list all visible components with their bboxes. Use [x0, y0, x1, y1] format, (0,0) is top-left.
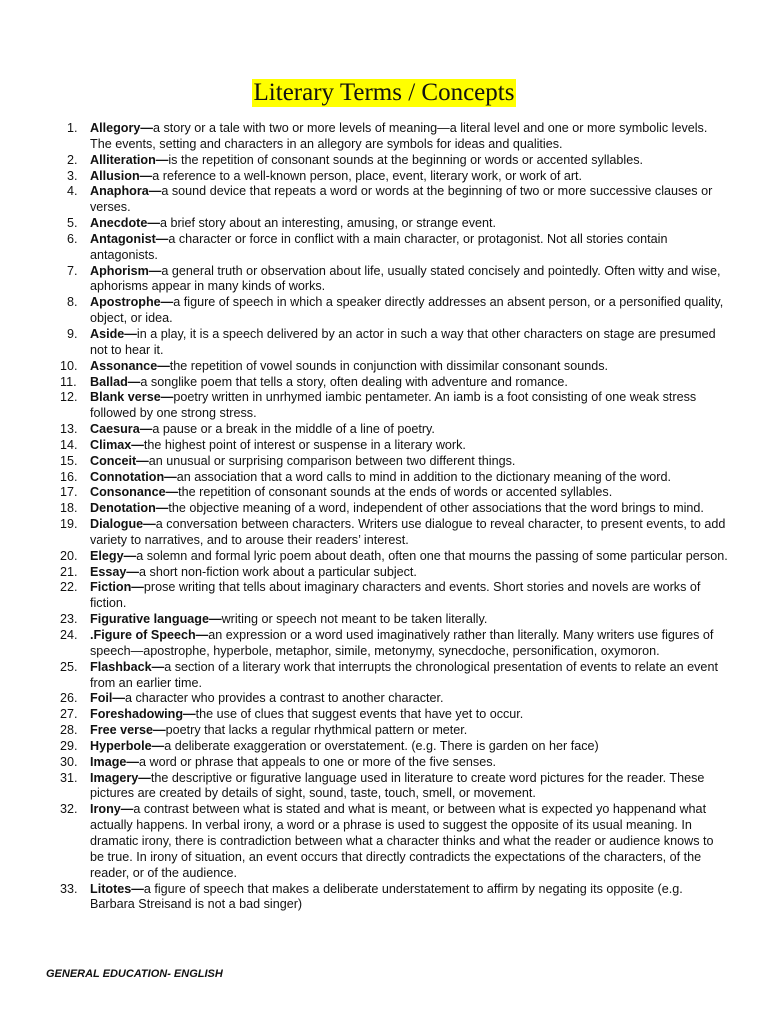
list-item-number: 5. — [67, 216, 78, 231]
term-definition: a figure of speech that makes a deliberate understatement to affirm by negating its opposite (e.g. Barbara Streisand is not a bad singer) — [90, 881, 683, 912]
term-name: Irony— — [90, 802, 134, 817]
list-item — [0, 121, 730, 153]
list-item — [0, 169, 730, 185]
list-item-number: 33. — [60, 881, 78, 896]
term-name: Hyperbole— — [90, 738, 165, 753]
list-item-number: 12. — [60, 390, 78, 405]
list-item — [0, 438, 730, 454]
list-item-number: 32. — [60, 802, 78, 817]
title-container — [0, 79, 768, 107]
term-definition: an association that a word calls to mind in addition to the dictionary meaning of the word. — [176, 469, 671, 484]
term-definition: a character or force in conflict with a main character, or protagonist. Not all stories contain antagonists. — [90, 231, 668, 262]
list-item — [0, 549, 730, 565]
term-definition: the highest point of interest or suspense in a literary work. — [143, 437, 466, 452]
list-item-number: 6. — [67, 231, 78, 246]
list-item-number: 3. — [67, 168, 78, 183]
term-name: Foreshadowing— — [90, 707, 196, 722]
list-item — [0, 359, 730, 375]
list-item — [0, 485, 730, 501]
list-item-number: 27. — [60, 707, 78, 722]
term-name: Consonance— — [90, 485, 179, 500]
list-item — [0, 184, 730, 216]
term-name: Image— — [90, 754, 139, 769]
list-item-number: 11. — [60, 374, 77, 389]
term-definition: prose writing that tells about imaginary characters and events. Short stories and novels are works of fiction. — [90, 580, 701, 611]
term-definition: a story or a tale with two or more levels of meaning—a literal level and one or more symbolic levels. The events, setting and characters in an allegory are symbols for ideas and qualities. — [90, 121, 708, 151]
term-definition: the repetition of consonant sounds at the ends of words or accented syllables. — [178, 485, 613, 500]
list-item — [0, 295, 730, 327]
term-name: Blank verse— — [90, 390, 174, 405]
term-definition: a general truth or observation about life, usually stated concisely and pointedly. Often witty and wise, aphorisms appear in many kinds of works. — [90, 263, 721, 294]
term-name: Assonance— — [90, 358, 170, 373]
page-footer: GENERAL EDUCATION- ENGLISH — [46, 968, 223, 980]
list-item-number: 26. — [60, 691, 78, 706]
list-item — [0, 565, 730, 581]
term-name: Apostrophe— — [90, 295, 174, 310]
term-definition: a sound device that repeats a word or words at the beginning of two or more successive clauses or verses. — [90, 184, 713, 215]
term-name: Imagery— — [90, 770, 151, 785]
list-item — [0, 707, 730, 723]
term-definition: a section of a literary work that interrupts the chronological presentation of events to relate an event from an earlier time. — [90, 659, 718, 690]
term-name: Anecdote— — [90, 216, 160, 231]
term-definition: a songlike poem that tells a story, often dealing with adventure and romance. — [140, 374, 568, 389]
term-definition: the objective meaning of a word, independent of other associations that the word brings to mind. — [168, 501, 704, 516]
list-item — [0, 153, 730, 169]
term-definition: a short non-fiction work about a particular subject. — [139, 564, 417, 579]
term-name: Conceit— — [90, 453, 149, 468]
term-name: Alliteration— — [90, 152, 169, 167]
term-definition: a character who provides a contrast to another character. — [124, 691, 444, 706]
term-name: Aside— — [90, 326, 137, 341]
term-name: Free verse— — [90, 723, 166, 738]
term-name: Aphorism— — [90, 263, 162, 278]
term-definition: is the repetition of consonant sounds at the beginning or words or accented syllables. — [168, 152, 644, 167]
term-name: Anaphora— — [90, 184, 162, 199]
term-definition: writing or speech not meant to be taken literally. — [221, 612, 488, 627]
list-item — [0, 264, 730, 296]
list-item-number: 9. — [67, 326, 78, 341]
term-name: Essay— — [90, 564, 140, 579]
term-name: Connotation— — [90, 469, 177, 484]
term-definition: an expression or a word used imaginatively rather than literally. Many writers use figures of speech—apostrophe, hyperbole, metaphor, simile, metonymy, synecdoche, personification, oxymoron. — [90, 628, 714, 658]
list-item-number: 24. — [60, 628, 78, 642]
list-item — [0, 232, 730, 264]
list-item — [0, 628, 730, 660]
list-item — [0, 660, 730, 692]
list-item-number: 16. — [60, 469, 78, 484]
list-item-number: 14. — [60, 437, 78, 452]
term-name: Figurative language— — [90, 612, 222, 627]
list-item — [0, 739, 730, 755]
term-definition: the descriptive or figurative language used in literature to create word pictures for the reader. These pictures are created by details of sight, sound, taste, touch, smell, or movement. — [90, 770, 705, 801]
term-definition: a conversation between characters. Writers use dialogue to reveal character, to present events, to add variety to narratives, and to arouse their readers’ interest. — [90, 517, 726, 547]
term-definition: a contrast between what is stated and what is meant, or between what is expected yo happenand what actually happens. In verbal irony, a word or a phrase is used to suggest the opposite of its usual meaning. In dramatic irony, there is contradiction between what a character thinks and what the reader or audience knows to be true. In irony of situation, an event occurs that directly contradicts the expectations of the characters, of the reader, or of the audience. — [90, 802, 714, 880]
list-item-number: 8. — [67, 295, 78, 310]
term-name: Climax— — [90, 437, 144, 452]
list-item-number: 1. — [67, 121, 78, 135]
term-name: Flashback— — [90, 659, 165, 674]
list-item-number: 20. — [60, 548, 78, 563]
term-definition: in a play, it is a speech delivered by an actor in such a way that other characters on stage are presumed not to hear it. — [90, 326, 716, 357]
term-name: Foil— — [90, 691, 125, 706]
list-item — [0, 802, 730, 881]
term-definition: a word or phrase that appeals to one or more of the five senses. — [139, 754, 497, 769]
list-item — [0, 216, 730, 232]
list-item-number: 22. — [60, 580, 78, 595]
list-item-number: 10. — [60, 358, 78, 373]
list-item — [0, 327, 730, 359]
list-item — [0, 580, 730, 612]
list-item — [0, 723, 730, 739]
list-item — [0, 691, 730, 707]
list-item-number: 17. — [60, 485, 78, 500]
list-item — [0, 517, 730, 549]
term-name: Allegory— — [90, 121, 153, 135]
term-name: Elegy— — [90, 548, 137, 563]
term-definition: a solemn and formal lyric poem about death, often one that mourns the passing of some particular person. — [136, 548, 728, 563]
term-definition: a figure of speech in which a speaker directly addresses an absent person, or a personified quality, object, or idea. — [90, 295, 724, 326]
list-item-number: 31. — [60, 770, 78, 785]
list-item — [0, 612, 730, 628]
term-definition: a deliberate exaggeration or overstatement. (e.g. There is garden on her face) — [164, 738, 599, 753]
list-item-number: 30. — [60, 754, 78, 769]
term-definition: an unusual or surprising comparison between two different things. — [148, 453, 516, 468]
term-name: Caesura— — [90, 422, 153, 437]
term-name: Allusion— — [90, 168, 153, 183]
term-definition: poetry written in unrhymed iambic pentameter. An iamb is a foot consisting of one weak stress followed by one strong stress. — [90, 390, 697, 421]
list-item — [0, 771, 730, 803]
list-item-number: 23. — [60, 612, 78, 627]
list-item-number: 15. — [60, 453, 78, 468]
list-item-number: 19. — [60, 517, 78, 532]
term-definition: the use of clues that suggest events that have yet to occur. — [195, 707, 524, 722]
term-definition: a reference to a well-known person, place, event, literary work, or work of art. — [152, 168, 583, 183]
term-name: Ballad— — [90, 374, 141, 389]
list-item-number: 28. — [60, 723, 78, 738]
page-title: Literary Terms / Concepts — [253, 79, 515, 106]
terms-list — [0, 121, 730, 913]
list-item — [0, 882, 730, 914]
list-item — [0, 454, 730, 470]
list-item-number: 25. — [60, 659, 78, 674]
term-name: Denotation— — [90, 501, 169, 516]
list-item-number: 21. — [60, 564, 78, 579]
list-item-number: 18. — [60, 501, 78, 516]
list-item-number: 4. — [67, 184, 78, 199]
list-item — [0, 755, 730, 771]
term-definition: the repetition of vowel sounds in conjunction with dissimilar consonant sounds. — [169, 358, 609, 373]
term-name: Antagonist— — [90, 231, 169, 246]
term-name: Litotes— — [90, 881, 144, 896]
list-item-number: 13. — [60, 422, 78, 437]
list-item-number: 7. — [67, 263, 78, 278]
term-name: .Figure of Speech— — [90, 628, 209, 642]
term-name: Fiction— — [90, 580, 144, 595]
list-item — [0, 501, 730, 517]
term-definition: poetry that lacks a regular rhythmical pattern or meter. — [165, 723, 468, 738]
list-item — [0, 375, 730, 391]
term-name: Dialogue— — [90, 517, 156, 532]
list-item-number: 2. — [67, 152, 78, 167]
list-item — [0, 422, 730, 438]
list-item — [0, 470, 730, 486]
list-item — [0, 390, 730, 422]
list-item-number: 29. — [60, 738, 78, 753]
term-definition: a brief story about an interesting, amusing, or strange event. — [159, 216, 497, 231]
term-definition: a pause or a break in the middle of a line of poetry. — [152, 422, 435, 437]
